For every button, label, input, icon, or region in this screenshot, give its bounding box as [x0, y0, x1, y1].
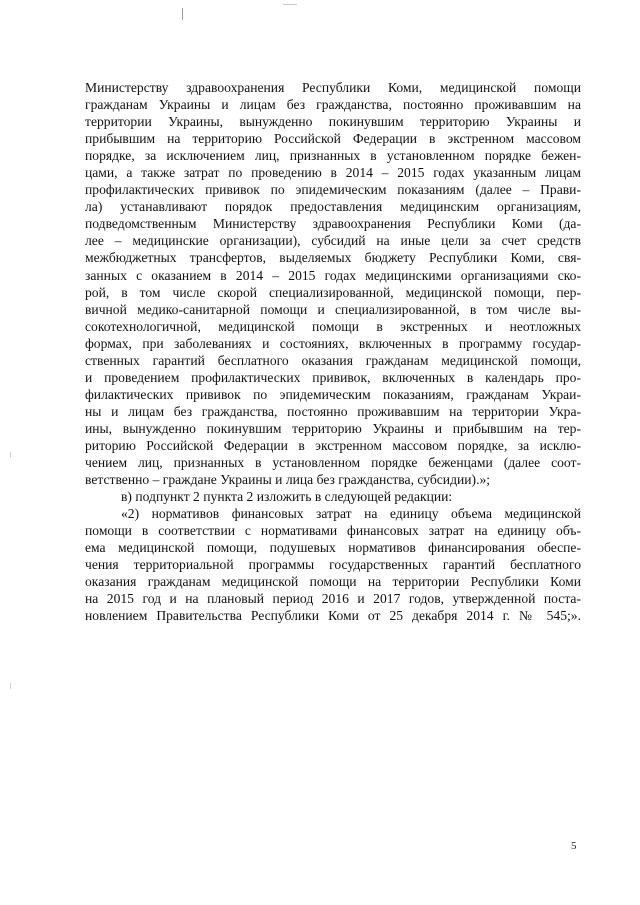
- text-line: ема медицинской помощи, подушевых нормативов финансирования обеспе-: [85, 540, 581, 556]
- text-line: ла) устанавливают порядок предоставления медицинским организациям,: [85, 199, 581, 215]
- text-line: профилактических прививок по эпидемическим показаниям (далее – Прави-: [85, 182, 581, 198]
- text-line: гражданам Украины и лицам без гражданства, постоянно проживавшим на: [85, 97, 581, 113]
- text-line: ны и лицам без гражданства, постоянно проживавшим на территории Укра-: [85, 403, 581, 419]
- text-line: сокотехнологичной, медицинской помощи в экстренных и неотложных: [85, 318, 581, 334]
- text-line: формах, при заболеваниях и состояниях, включенных в программу государ-: [85, 335, 581, 351]
- text-line: чением лиц, признанных в установленном порядке беженцами (далее соот-: [85, 455, 581, 471]
- text-line: подведомственным Министерству здравоохранения Республики Коми (да-: [85, 216, 581, 232]
- text-line: вичной медико-санитарной помощи и специализированной, в том числе вы-: [85, 301, 581, 317]
- scan-artifact-dot: [10, 683, 11, 689]
- document-body: [85, 79, 581, 625]
- text-line: на 2015 год и на плановый период 2016 и 2017 годов, утвержденной поста-: [85, 591, 581, 607]
- text-line: чения территориальной программы государственных гарантий бесплатного: [85, 557, 581, 573]
- text-line: прибывшим на территорию Российской Федерации в экстренном массовом: [85, 131, 581, 147]
- text-line: рой, в том числе скорой специализированной, медицинской помощи, пер-: [85, 284, 581, 300]
- text-line: и проведением профилактических прививок, включенных в календарь про-: [85, 369, 581, 385]
- text-line: помощи в соответствии с нормативами финансовых затрат на единицу объ-: [85, 523, 581, 539]
- text-line: «2) нормативов финансовых затрат на единицу объема медицинской: [121, 506, 581, 522]
- text-line: цами, а также затрат по проведению в 2014 – 2015 годах указанным лицам: [85, 165, 581, 181]
- text-line: лее – медицинские организации), субсидий на иные цели за счет средств: [85, 233, 581, 249]
- scan-artifact-dot: [10, 452, 11, 458]
- page-number: 5: [571, 840, 577, 852]
- scan-artifact-dash: [283, 4, 297, 5]
- text-line: риторию Российской Федерации в экстренном массовом порядке, за исклю-: [85, 437, 581, 453]
- scan-artifact-tick: [182, 8, 183, 20]
- text-line: ветственно – граждане Украины и лица без гражданства, субсидии).»;: [85, 472, 491, 488]
- text-line: оказания гражданам медицинской помощи на территории Республики Коми: [85, 574, 581, 590]
- text-line: ственных гарантий бесплатного оказания гражданам медицинской помощи,: [85, 352, 581, 368]
- text-line: территории Украины, вынужденно покинувшим территорию Украины и: [85, 114, 581, 130]
- text-line: новлением Правительства Республики Коми от 25 декабря 2014 г. № 545;».: [85, 608, 581, 624]
- text-line: межбюджетных трансфертов, выделяемых бюджету Республики Коми, свя-: [85, 250, 581, 266]
- text-line: ины, вынужденно покинувшим территорию Украины и прибывшим на тер-: [85, 420, 581, 436]
- subpoint-heading: в) подпункт 2 пункта 2 изложить в следующей редакции:: [121, 489, 453, 505]
- text-line: филактических прививок по эпидемическим показаниям, гражданам Украи-: [85, 386, 581, 402]
- text-line: занных с оказанием в 2014 – 2015 годах медицинскими организациями ско-: [85, 267, 581, 283]
- text-line: Министерству здравоохранения Республики Коми, медицинской помощи: [85, 80, 581, 95]
- text-line: порядке, за исключением лиц, признанных в установленном порядке бежен-: [85, 148, 581, 164]
